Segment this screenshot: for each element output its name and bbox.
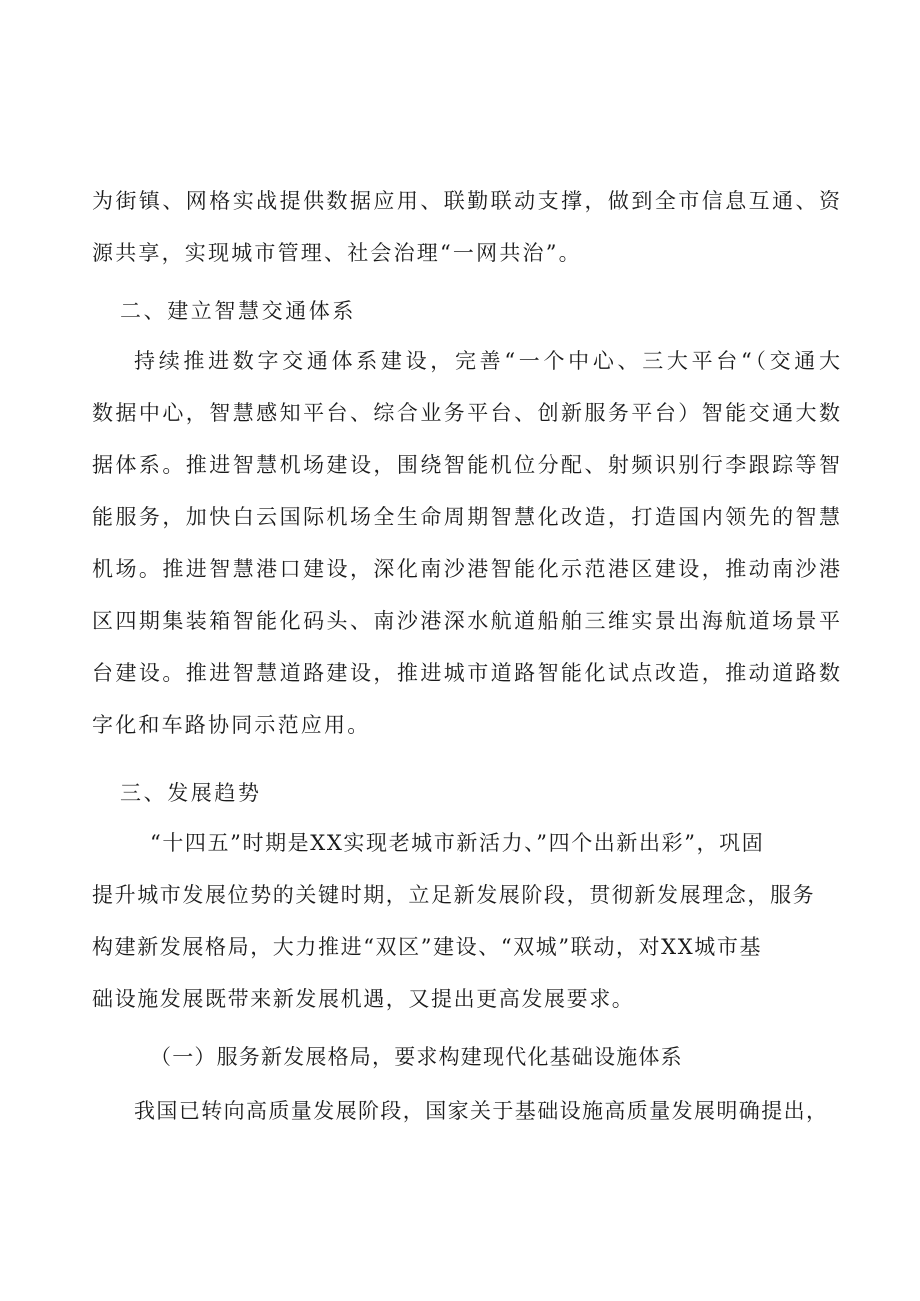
paragraph-line: 台建设。推进智慧道路建设，推进城市道路智能化试点改造，推动道路数	[92, 661, 840, 685]
paragraph-line: 为街镇、网格实战提供数据应用、联勤联动支撑，做到全市信息互通、资	[92, 189, 840, 213]
paragraph-line: 区四期集装箱智能化码头、南沙港深水航道船舶三维实景出海航道场景平	[92, 609, 840, 633]
subsection-heading: （一）服务新发展格局，要求构建现代化基础设施体系	[150, 1045, 683, 1069]
paragraph-line: 源共享，实现城市管理、社会治理“一网共治”。	[92, 241, 582, 265]
paragraph-line: 据体系。推进智慧机场建设，围绕智能机位分配、射频识别行李跟踪等智	[92, 453, 840, 477]
paragraph-line: 能服务，加快白云国际机场全生命周期智慧化改造，打造国内领先的智慧	[92, 505, 840, 529]
section-heading: 三、发展趋势	[120, 781, 262, 805]
paragraph-line: 构建新发展格局，大力推进“双区”建设、“双城”联动，对XX城市基	[92, 935, 763, 959]
paragraph-line: 字化和车路协同示范应用。	[92, 713, 371, 737]
paragraph-line: 持续推进数字交通体系建设，完善“一个中心、三大平台“（交通大	[134, 349, 840, 373]
paragraph-line: 础设施发展既带来新发展机遇，又提出更高发展要求。	[92, 987, 635, 1011]
paragraph-line: 提升城市发展位势的关键时期，立足新发展阶段，贯彻新发展理念，服务	[92, 883, 816, 907]
paragraph-line: 机场。推进智慧港口建设，深化南沙港智能化示范港区建设，推动南沙港	[92, 557, 840, 581]
paragraph-line: 我国已转向高质量发展阶段，国家关于基础设施高质量发展明确提出，	[134, 1099, 829, 1123]
paragraph-line: 数据中心，智慧感知平台、综合业务平台、创新服务平台）智能交通大数	[92, 401, 840, 425]
paragraph-line: “十四五”时期是XX实现老城市新活力、”四个出新出彩”，巩固	[150, 831, 765, 855]
section-heading: 二、建立智慧交通体系	[120, 299, 356, 323]
